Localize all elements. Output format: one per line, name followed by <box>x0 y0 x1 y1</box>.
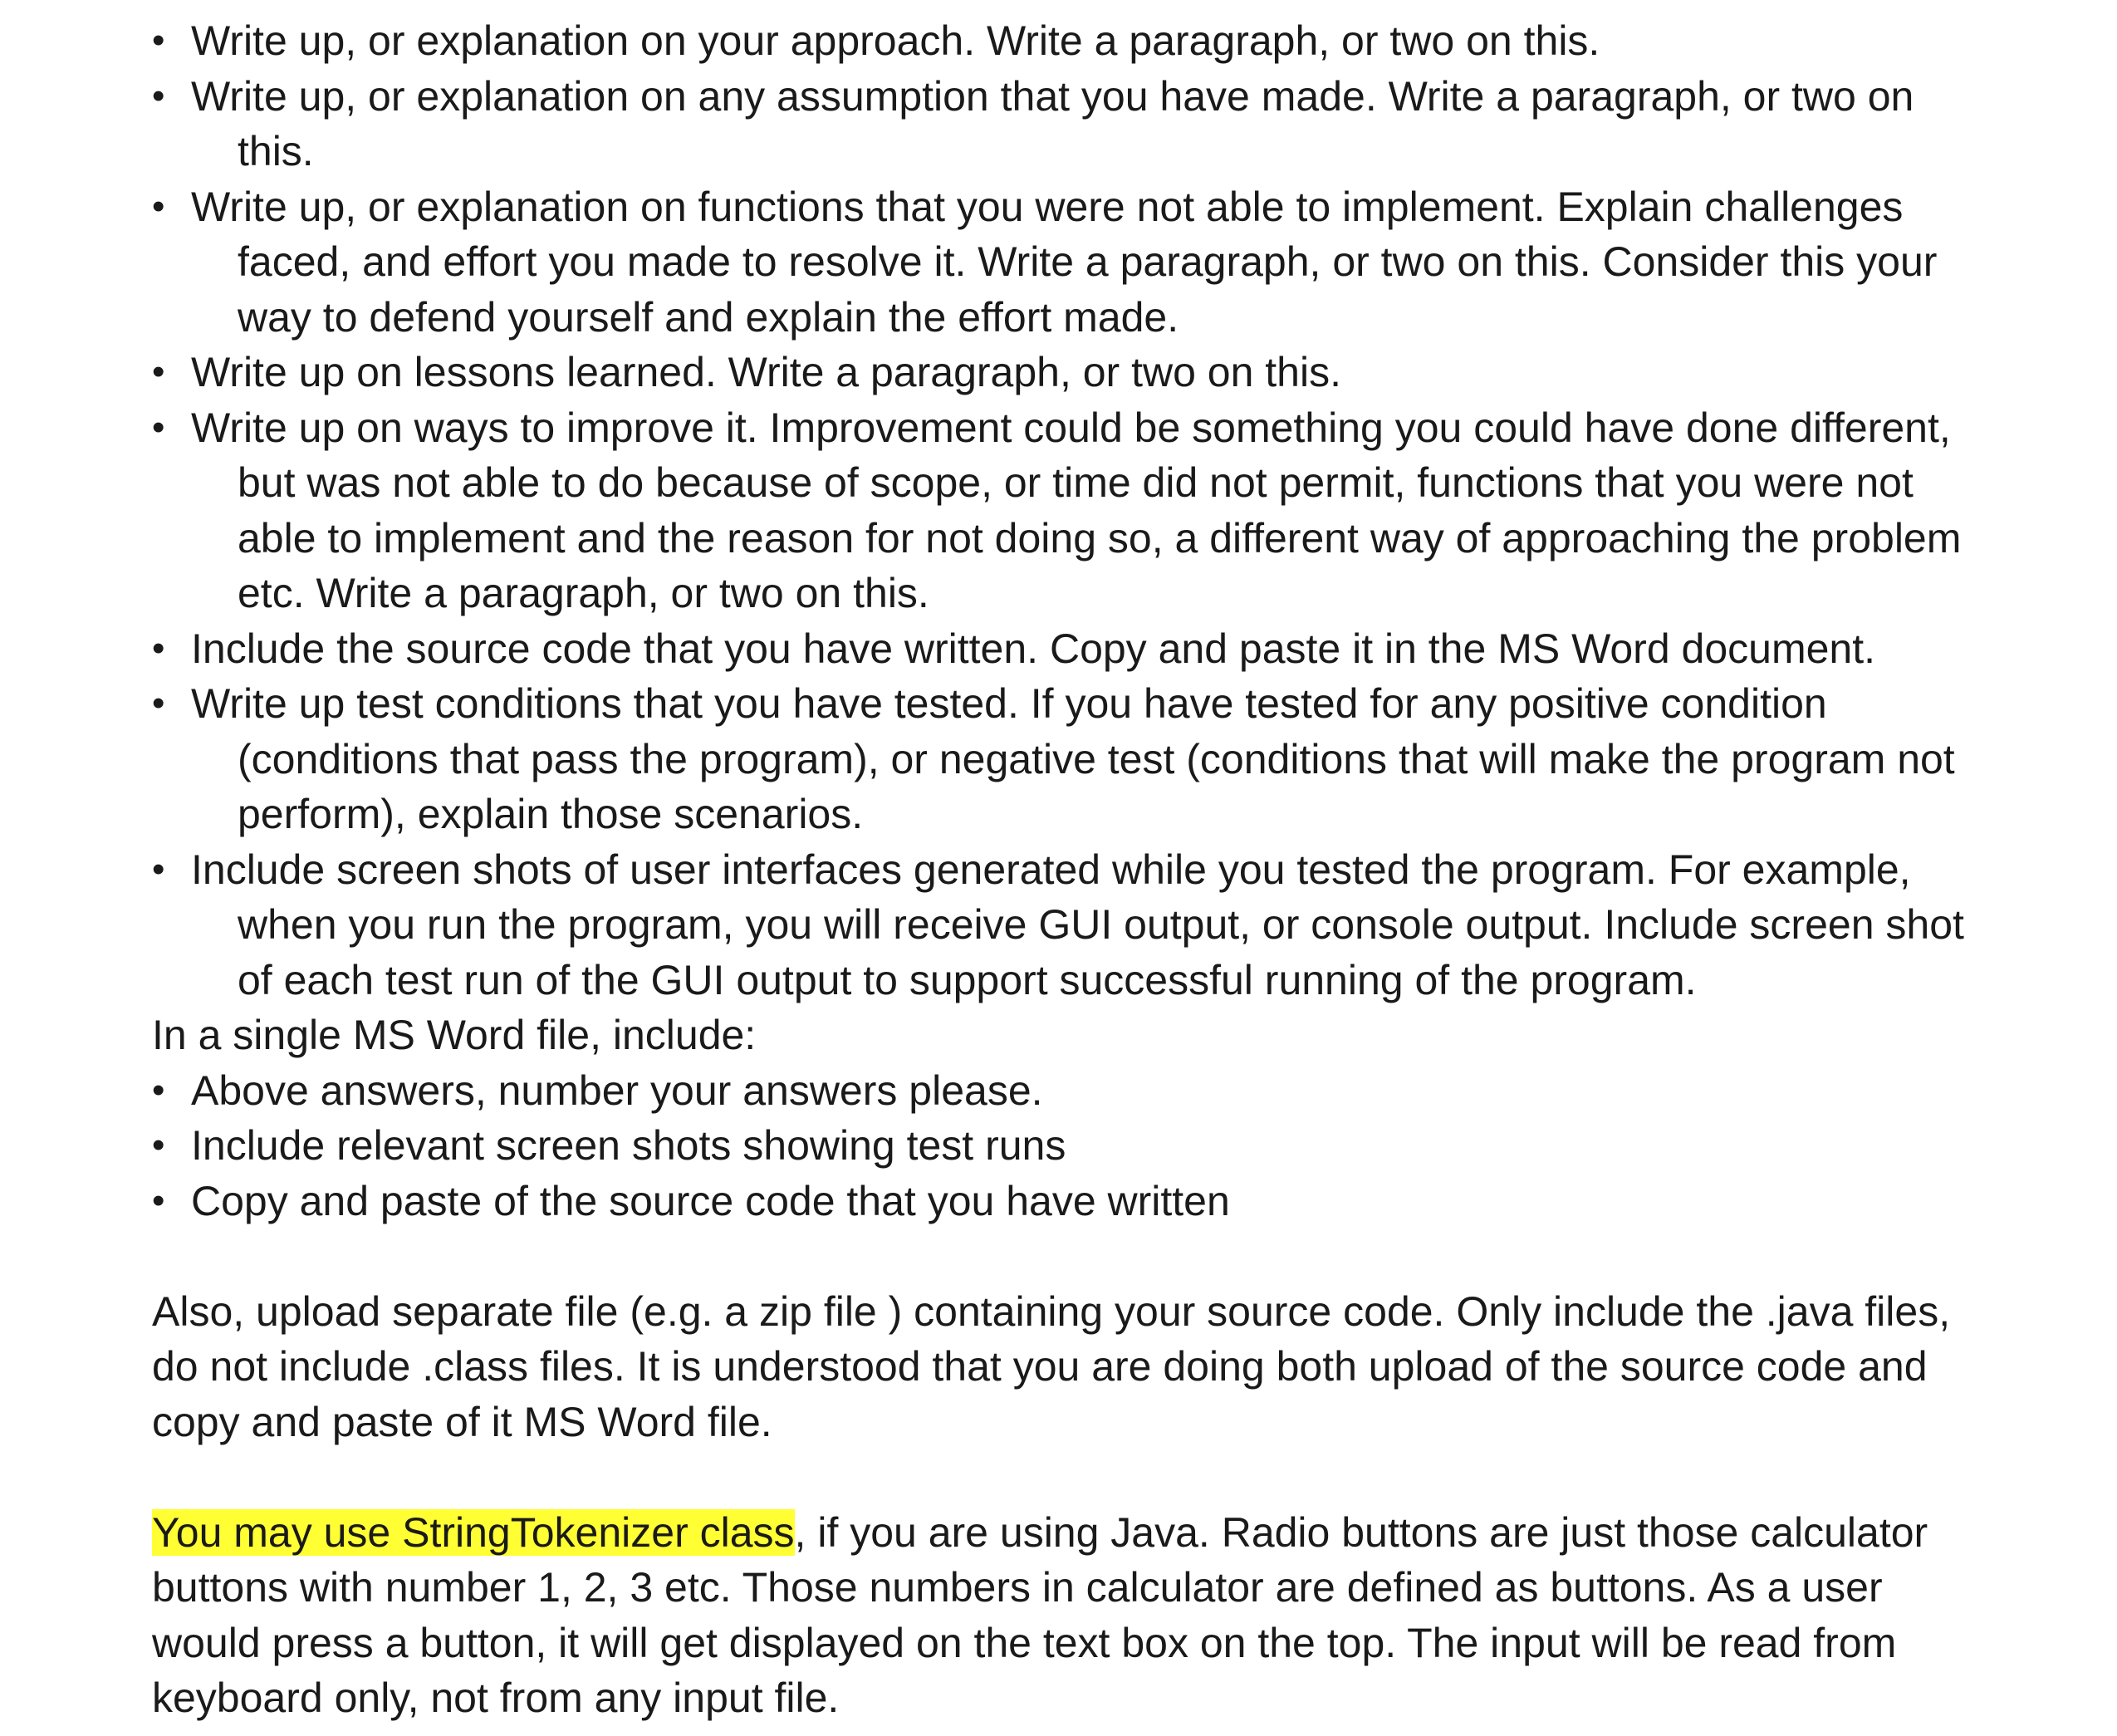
bullet-icon: • <box>152 75 165 116</box>
bullet-icon: • <box>152 185 165 227</box>
list-item-text: Write up, or explanation on any assumption that you have made. Write a paragraph, or two on this. <box>191 72 1914 174</box>
list-item-text: Write up test conditions that you have tested. If you have tested for any positive condition (conditions that pass the program), or negative test (conditions that will make the program not perform), explain those scenarios. <box>191 680 1955 837</box>
list-item-text: Include relevant screen shots showing test runs <box>191 1122 1066 1169</box>
list-item <box>152 69 1987 179</box>
bullet-icon: • <box>152 406 165 448</box>
highlighted-text: You may use StringTokenizer class <box>152 1508 795 1556</box>
bullet-icon: • <box>152 351 165 392</box>
requirements-list <box>152 13 1987 1008</box>
list-item <box>152 842 1987 1008</box>
blank-line <box>152 1449 1987 1505</box>
bullet-icon: • <box>152 627 165 669</box>
list-item-text: Copy and paste of the source code that you have written <box>191 1177 1230 1224</box>
bullet-icon: • <box>152 683 165 723</box>
single-file-intro: In a single MS Word file, include: <box>152 1012 757 1058</box>
word-file-contents-list <box>152 1063 1987 1229</box>
document-page <box>152 13 1987 1726</box>
list-item <box>152 400 1987 621</box>
list-item <box>152 1118 1987 1174</box>
final-paragraph-text: , if you are using Java. Radio buttons are just those calculator buttons with number 1, 2, 3 etc. Those numbers in calculator are defined as buttons. As a user would press a button, it will get displayed on the text box on the top. The input will be read from keyboard only, not from any input file. <box>152 1508 1928 1721</box>
bullet-icon: • <box>152 1069 165 1111</box>
list-item-text: Write up, or explanation on your approach. Write a paragraph, or two on this. <box>191 17 1600 64</box>
bullet-icon: • <box>152 20 165 61</box>
list-item-text: Write up, or explanation on functions that you were not able to implement. Explain challenges faced, and effort you made to resolve it. Write a paragraph, or two on this. Consider this your way to defend yourself and explain the effort made. <box>191 183 1938 341</box>
blank-line <box>152 1228 1987 1284</box>
upload-paragraph: Also, upload separate file (e.g. a zip file ) containing your source code. Only include the .java files, do not include .class files. It is understood that you are doing both upload of the source code and copy and paste of it MS Word file. <box>152 1287 1951 1445</box>
list-item <box>152 345 1987 400</box>
bullet-icon: • <box>152 1179 165 1221</box>
list-item-text: Above answers, number your answers please. <box>191 1067 1043 1114</box>
bullet-icon: • <box>152 848 165 890</box>
bullet-icon: • <box>152 1125 165 1165</box>
list-item <box>152 1063 1987 1119</box>
list-item-text: Include screen shots of user interfaces generated while you tested the program. For example, when you run the program, you will receive GUI output, or console output. Include screen shot of each test run of the GUI output to support successful running of the program. <box>191 846 1964 1003</box>
list-item-text: Write up on ways to improve it. Improvement could be something you could have done different, but was not able to do because of scope, or time did not permit, functions that you were not able to implement and the reason for not doing so, a different way of approaching the problem etc. Write a paragraph, or two on this. <box>191 404 1962 616</box>
list-item <box>152 179 1987 346</box>
list-item <box>152 676 1987 842</box>
list-item <box>152 1174 1987 1229</box>
final-paragraph <box>152 1505 1987 1726</box>
list-item-text: Include the source code that you have written. Copy and paste it in the MS Word document. <box>191 625 1876 672</box>
list-item-text: Write up on lessons learned. Write a paragraph, or two on this. <box>191 349 1341 395</box>
list-item <box>152 621 1987 677</box>
list-item <box>152 13 1987 69</box>
